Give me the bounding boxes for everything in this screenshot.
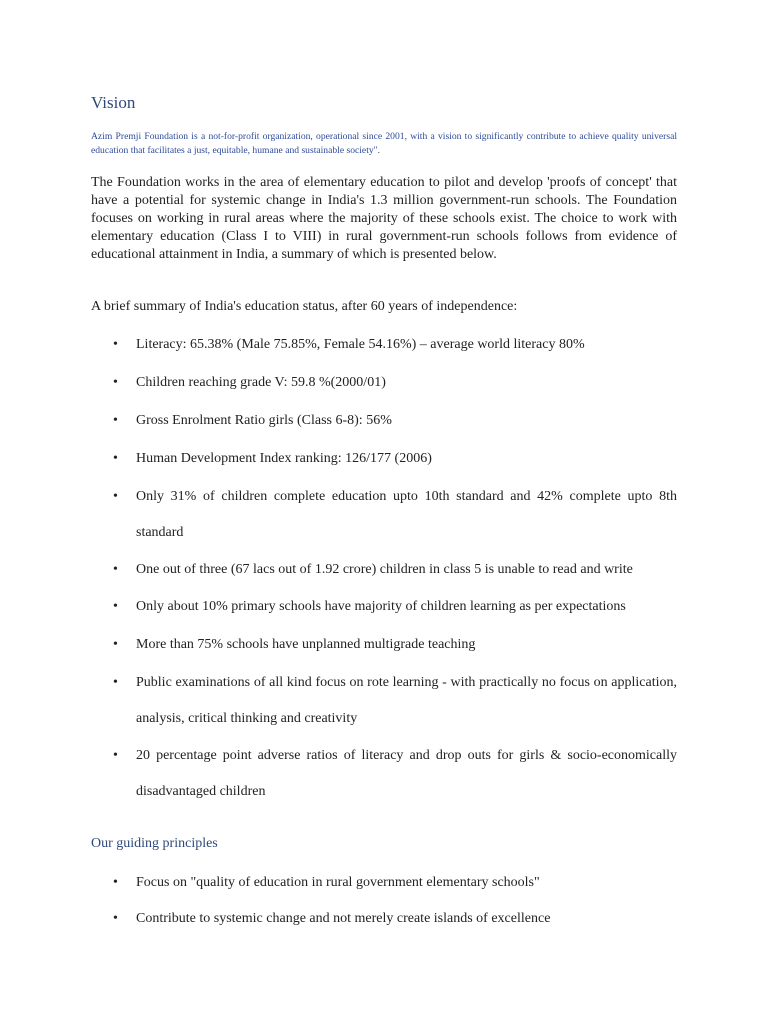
vision-statement: Azim Premji Foundation is a not-for-profit organization, operational since 2001, with a vision to significantly contribute to achieve quality universal education that facilitates a just, equitable, humane and sustainable society". (91, 131, 677, 156)
list-item-text: Only about 10% primary schools have majority of children learning as per expectations (136, 599, 626, 614)
bullet-icon: • (113, 911, 118, 926)
list-item (113, 901, 677, 937)
summary-intro: A brief summary of India's education status, after 60 years of independence: (91, 299, 518, 314)
list-item-text: Only 31% of children complete education upto 10th standard and 42% complete upto 8th standard (136, 489, 677, 540)
vision-heading: Vision (91, 93, 136, 112)
list-item (113, 865, 677, 901)
bullet-icon: • (113, 599, 118, 614)
bullet-icon: • (113, 675, 118, 690)
list-item (113, 365, 677, 401)
list-item (113, 627, 677, 663)
list-item-text: 20 percentage point adverse ratios of literacy and drop outs for girls & socio-economically disadvantaged children (136, 748, 677, 799)
bullet-icon: • (113, 637, 118, 652)
list-item (113, 479, 677, 551)
list-item-text: Contribute to systemic change and not merely create islands of excellence (136, 911, 551, 926)
bullet-icon: • (113, 413, 118, 428)
principles-heading: Our guiding principles (91, 836, 218, 851)
bullet-icon: • (113, 562, 118, 577)
list-item (113, 403, 677, 439)
list-item (113, 327, 677, 363)
bullet-icon: • (113, 489, 118, 504)
intro-paragraph: The Foundation works in the area of elementary education to pilot and develop 'proofs of concept' that have a potential for systemic change in India's 1.3 million government-run schools. The Foundation focuses on working in rural areas where the majority of these schools exist. The choice to work with elementary education (Class I to VIII) in rural government-run schools follows from evidence of educational attainment in India, a summary of which is presented below. (91, 175, 677, 262)
list-item-text: Focus on "quality of education in rural government elementary schools" (136, 875, 540, 890)
bullet-icon: • (113, 451, 118, 466)
list-item-text: Gross Enrolment Ratio girls (Class 6-8): 56% (136, 413, 392, 428)
list-item-text: Literacy: 65.38% (Male 75.85%, Female 54.16%) – average world literacy 80% (136, 337, 585, 352)
list-item-text: One out of three (67 lacs out of 1.92 crore) children in class 5 is unable to read and write (136, 562, 633, 577)
bullet-icon: • (113, 375, 118, 390)
bullet-icon: • (113, 875, 118, 890)
list-item-text: Public examinations of all kind focus on rote learning - with practically no focus on application, analysis, critical thinking and creativity (136, 675, 677, 726)
list-item (113, 665, 677, 737)
bullet-icon: • (113, 748, 118, 763)
list-item (113, 589, 677, 625)
list-item (113, 552, 677, 588)
list-item-text: Human Development Index ranking: 126/177 (2006) (136, 451, 432, 466)
list-item-text: Children reaching grade V: 59.8 %(2000/01) (136, 375, 386, 390)
list-item (113, 738, 677, 810)
list-item-text: More than 75% schools have unplanned multigrade teaching (136, 637, 476, 652)
bullet-icon: • (113, 337, 118, 352)
list-item (113, 441, 677, 477)
